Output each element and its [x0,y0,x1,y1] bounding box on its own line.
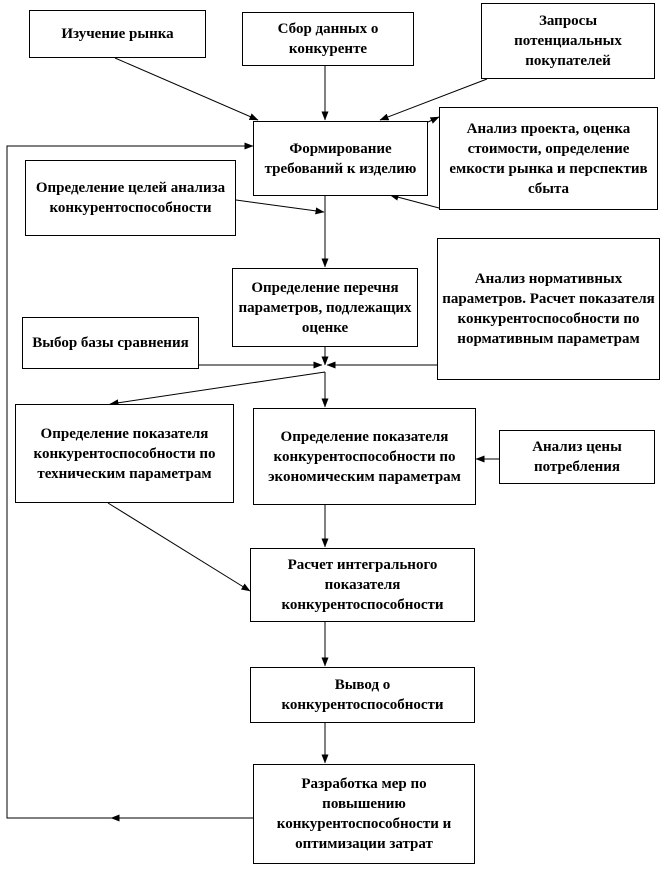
box-economic-index [253,408,476,505]
measures-label: Разработка мер по повышению конкурентоспособности и оптимизации затрат [276,776,452,852]
economic-index-label: Определение показателя конкурентоспособности по экономическим параметрам [268,428,461,485]
goals-label: Определение целей анализа конкурентоспособности [35,180,226,216]
arrow-technical-to-integral [108,503,250,591]
box-buyer-requests [481,3,655,79]
base-selection-label: Выбор базы сравнения [32,335,189,351]
box-conclusion [250,667,475,723]
normative-analysis-label: Анализ нормативных параметров. Расчет показателя конкурентоспособности по нормативным параметрам [442,271,655,347]
box-measures [253,764,475,864]
consumption-price-label: Анализ цены потребления [532,439,622,475]
conclusion-label: Вывод о конкурентоспособности [281,677,444,713]
requirements-label: Формирование требований к изделию [264,140,417,177]
arrow-junction-to-technical [110,372,325,404]
buyer-requests-label: Запросы потенциальных покупателей [514,13,622,69]
box-requirements [253,121,428,196]
arrow-requirements-to-analysis [428,117,439,122]
technical-index-label: Определение показателя конкурентоспособности по техническим параметрам [33,425,216,482]
box-goals [25,160,236,236]
competitor-data-label: Сбор данных о конкуренте [277,21,379,57]
box-integral-index [250,548,475,622]
market-study-label: Изучение рынка [61,26,174,42]
arrow-market-to-requirements [115,58,258,120]
box-technical-index [15,404,234,503]
box-base-selection [22,317,199,369]
arrow-goals-to-flow [236,200,324,212]
integral-index-label: Расчет интегрального показателя конкурентоспособности [281,557,444,613]
parameters-list-label: Определение перечня параметров, подлежащих оценке [238,279,412,336]
box-market-study [29,10,206,58]
box-consumption-price [499,430,655,484]
box-normative-analysis [437,238,660,380]
box-project-analysis [439,107,658,210]
box-parameters-list [232,268,418,347]
arrow-analysis-to-requirements [390,195,439,208]
project-analysis-label: Анализ проекта, оценка стоимости, определение емкости рынка и перспектив сбыта [449,120,648,197]
box-competitor-data [242,12,414,66]
